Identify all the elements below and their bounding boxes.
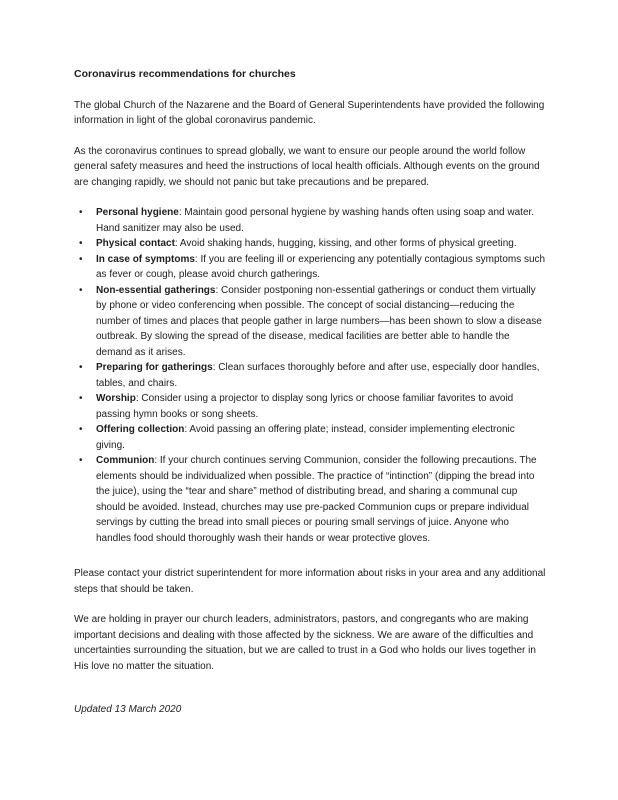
list-item-label: Offering collection (96, 424, 185, 435)
list-item-preparing-for-gatherings (74, 360, 546, 391)
list-item-text: : If you are feeling ill or experiencing any potentially contagious symptoms such as fever or cough, please avoid church gatherings. (96, 253, 546, 280)
list-item-personal-hygiene (74, 205, 546, 236)
bullet-icon: • (79, 284, 83, 296)
list-item-body (96, 422, 546, 453)
closing-paragraph-2: We are holding in prayer our church leaders, administrators, pastors, and congregants who are making important decisions and dealing with those affected by the sickness. We are aware of the difficulties and uncertainties surrounding the situation, but we are called to trust in a God who holds our lives together in His love no matter the situation. (74, 614, 536, 672)
list-item-body (96, 252, 546, 283)
updated-date: Updated 13 March 2020 (74, 704, 182, 715)
list-item-label: Personal hygiene (96, 207, 179, 218)
list-item-body (96, 360, 546, 391)
list-item-label: Communion (96, 455, 155, 466)
list-item-body (96, 236, 546, 252)
list-item-text: : Avoid shaking hands, hugging, kissing, and other forms of physical greeting. (174, 238, 517, 249)
list-item-body (96, 391, 546, 422)
list-item-body (96, 453, 546, 546)
list-item-body (96, 283, 546, 361)
list-item-text: : Consider postponing non-essential gatherings or conduct them virtually by phone or video conferencing when possible. The concept of social distancing—reducing the number of times and places that people gather in large numbers—has been shown to slow a disease outbreak. By slowing the spread of the disease, medical facilities are better able to handle the demand as it arises. (96, 284, 542, 358)
list-item-text: : Consider using a projector to display song lyrics or choose familiar favorites to avoid passing hymn books or song sheets. (96, 393, 514, 420)
list-item-worship (74, 391, 546, 422)
list-item-label: Preparing for gatherings (96, 362, 213, 373)
intro-paragraph-2: As the coronavirus continues to spread globally, we want to ensure our people around the world follow general safety measures and heed the instructions of local health officials. Although events on the ground are changing rapidly, we should not panic but take precautions and be prepared. (74, 145, 540, 188)
list-item-physical-contact (74, 236, 546, 252)
list-item-offering-collection (74, 422, 546, 453)
list-item-text: : If your church continues serving Communion, consider the following precautions. The elements should be individualized when possible. The practice of “intinction” (dipping the bread into the juice), using the “tear and share” method of distributing bread, and sharing a communal cup should be avoided. Instead, churches may use pre-packed Communion cups or prepare individual servings by cutting the bread into small pieces or pouring small servings of juice. Anyone who handles food should thoroughly wash their hands or wear protective gloves. (96, 455, 537, 544)
bullet-icon: • (79, 362, 83, 373)
list-item-text: : Clean surfaces thoroughly before and after use, especially door handles, tables, and chairs. (96, 362, 540, 389)
bullet-icon: • (79, 253, 83, 265)
bullet-icon: • (79, 424, 83, 435)
list-item-text: : Maintain good personal hygiene by washing hands often using soap and water. Hand sanitizer may also be used. (96, 207, 535, 234)
list-item-label: Physical contact (96, 238, 175, 249)
list-item-communion (74, 453, 546, 546)
list-item-label: Non-essential gatherings (96, 284, 216, 296)
list-item-non-essential-gatherings (74, 283, 546, 361)
bullet-list (74, 205, 546, 546)
closing-paragraph-1: Please contact your district superintendent for more information about risks in your area and any additional steps that should be taken. (74, 568, 546, 595)
intro-paragraph-1: The global Church of the Nazarene and the Board of General Superintendents have provided the following information in light of the global coronavirus pandemic. (74, 99, 545, 126)
document-title: Coronavirus recommendations for churches (74, 68, 296, 80)
bullet-icon: • (79, 238, 83, 249)
list-item-label: Worship (96, 393, 136, 404)
bullet-icon: • (79, 455, 83, 466)
list-item-symptoms (74, 252, 546, 283)
list-item-label: In case of symptoms (96, 253, 195, 265)
list-item-body (96, 205, 546, 236)
list-item-text: : Avoid passing an offering plate; instead, consider implementing electronic giving. (96, 424, 515, 451)
bullet-icon: • (79, 393, 83, 404)
bullet-icon: • (79, 207, 83, 218)
